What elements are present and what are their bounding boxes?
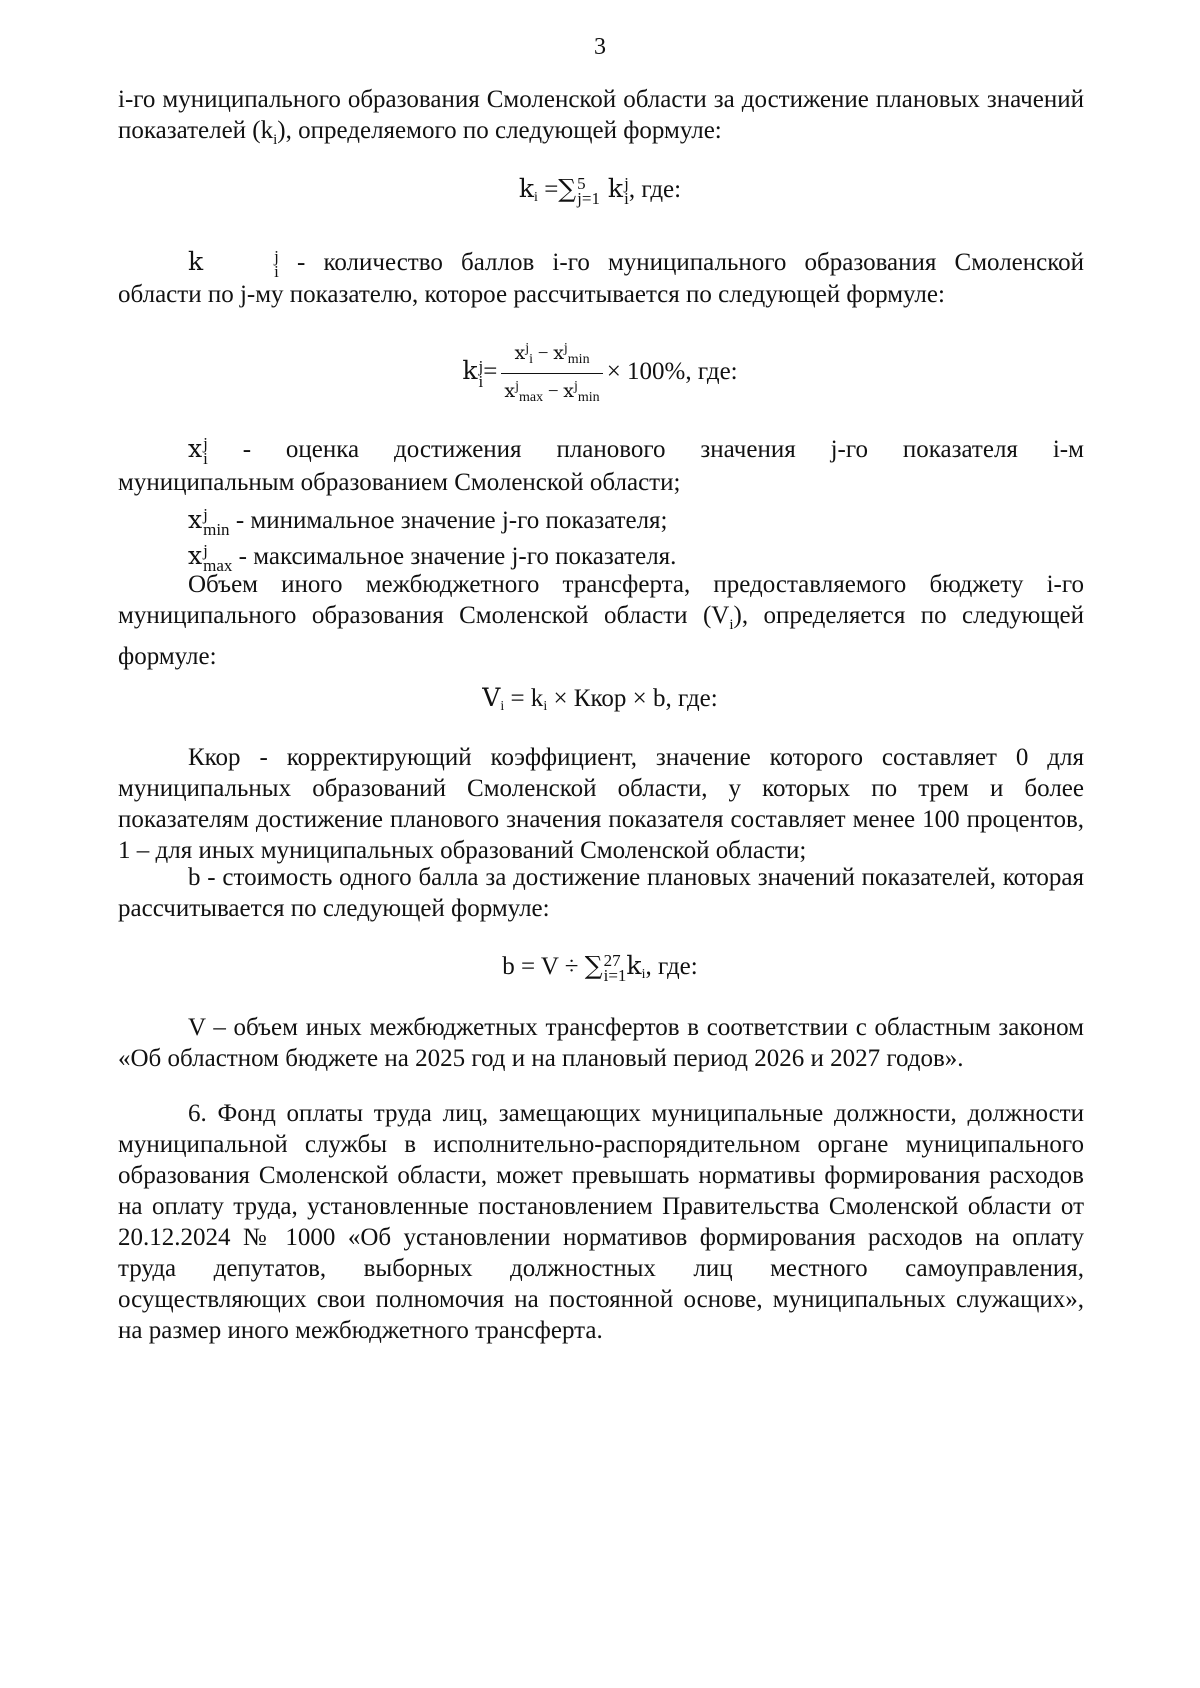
f4-sum-limits: [603, 951, 627, 986]
f2-num-a-sup: j: [525, 341, 530, 356]
f1-sum-limits: [577, 174, 600, 209]
f2-denominator: [501, 374, 602, 409]
page-number: 3: [594, 34, 606, 60]
formula-k-sum: [0, 173, 1200, 213]
xij-word: достижения: [394, 436, 522, 463]
xij-sub: i: [203, 449, 208, 469]
paragraph-volume: [118, 569, 1084, 672]
f4-sum-sub: i=1: [603, 966, 627, 986]
definition-xij-line1: [188, 433, 1084, 469]
xmin-idx: [203, 505, 230, 540]
f1-tail: , где:: [628, 176, 682, 203]
f1-sum-sign: ∑: [558, 174, 577, 203]
paragraph-kkor: Ккор - корректирующий коэффициент, значение которого составляет 0 для муниципальных образований Смоленской области, у которых по трем и более показателям достижение планового значения показателя составляет менее 100 процентов, 1 – для иных муниципальных образований Смоленской области;: [118, 744, 1084, 864]
f1-sum-sub: j=1: [577, 189, 600, 209]
f1-term-sup: j: [624, 174, 629, 194]
f4-sum-sup: 27: [603, 951, 621, 971]
f1-term: k: [599, 174, 624, 203]
intro-sub: i: [273, 132, 278, 148]
intro-tail: ), определяемого по следующей формуле:: [277, 117, 722, 144]
xij-word: планового: [556, 436, 666, 463]
xmin-text: - минимальное значение j-го показателя;: [229, 507, 668, 534]
f2-den-b-sub: min: [577, 390, 600, 405]
kij-sub: i: [274, 262, 279, 282]
f2-num-b: x: [553, 342, 564, 364]
formula-kij-fraction: [0, 338, 1200, 405]
xij-word: оценка: [285, 436, 360, 463]
xmin-sub: min: [203, 520, 230, 540]
xmax-sub: max: [203, 556, 233, 576]
kij-symbol: k: [188, 247, 204, 276]
xij-word: j-го: [830, 436, 868, 463]
f3-v: V: [482, 683, 501, 712]
formula-b: [0, 950, 1200, 990]
f2-den-b-sup: j: [574, 379, 578, 394]
definition-kij: [118, 246, 1084, 310]
f4-lhs: b = V ÷: [502, 953, 585, 980]
f2-num-b-sub: min: [567, 352, 590, 367]
xij-word: -: [242, 436, 252, 463]
f1-lhs-sub: i: [534, 190, 538, 205]
f1-eq: =: [537, 176, 559, 203]
f2-num-minus: −: [532, 343, 554, 364]
f3-tail: × Ккор × b, где:: [547, 685, 718, 712]
f2-fraction: [501, 338, 602, 409]
f2-numerator: [501, 338, 602, 374]
intro-text: i-го муниципального образования Смоленской области за достижение плановых значений показателей (k: [118, 86, 1084, 144]
f1-term-sub: i: [624, 189, 629, 209]
f2-den-a-sub: max: [518, 390, 544, 405]
xij-symbol-group: [188, 433, 208, 469]
f4-term-sub: i: [641, 967, 646, 982]
f2-eq: =: [483, 358, 498, 386]
f2-den-b: x: [563, 380, 575, 402]
definition-xij-line2: муниципальным образованием Смоленской области;: [118, 469, 681, 496]
paragraph-intro: [118, 84, 1084, 156]
f2-num-a-sub: i: [529, 352, 533, 367]
definition-xmin: [188, 504, 668, 540]
paragraph-v: V – объем иных межбюджетных трансфертов в соответствии с областным законом «Об областном бюджете на 2025 год и на плановый период 2026 и 2027 годов».: [118, 1014, 1084, 1072]
xij-word: показателя: [902, 436, 1018, 463]
volume-tail: ), определяется по следующей формуле:: [118, 602, 1084, 670]
xij-idx: [203, 434, 208, 469]
xmin-symbol: x: [188, 505, 203, 534]
f2-num-b-sup: j: [563, 341, 568, 356]
kij-idx: [204, 247, 279, 282]
f2-den-minus: −: [543, 381, 564, 402]
f1-lhs: k: [518, 174, 535, 203]
f2-tail: × 100%, где:: [606, 358, 738, 386]
kij-text: - количество баллов i-го муниципального образования Смоленской области по j-му показателю, которое рассчитывается по следующей формуле:: [118, 249, 1084, 309]
f2-lhs-sub: i: [478, 371, 484, 391]
xmax-sup: j: [203, 541, 208, 561]
paragraph-b: b - стоимость одного балла за достижение плановых значений показателей, которая рассчитывается по следующей формуле:: [118, 864, 1084, 922]
f2-lhs: k: [462, 356, 478, 386]
f1-sum-sup: 5: [577, 174, 586, 194]
xij-word: значения: [700, 436, 796, 463]
f3-k-sub: i: [543, 699, 548, 714]
f2-den-a: x: [504, 380, 516, 402]
xij-sup: j: [203, 434, 208, 454]
xij-symbol: x: [188, 434, 203, 463]
f4-tail: , где:: [645, 953, 698, 980]
volume-sub: i: [729, 617, 734, 633]
f4-sum-sign: ∑: [584, 951, 603, 980]
paragraph-6: 6. Фонд оплаты труда лиц, замещающих муниципальные должности, должности муниципальной службы в исполнительно-распорядительном органе муниципального образования Смоленской области, может превышать нормативы формирования расходов на оплату труда, установленные постановлением Правительства Смоленской области от 20.12.2024 № 1000 «Об установлении нормативов формирования расходов на оплату труда депутатов, выборных должностных лиц местного самоуправления, осуществляющих свои полномочия на постоянной основе, муниципальных служащих», на размер иного межбюджетного трансферта.: [118, 1100, 1084, 1344]
f3-v-sub: i: [500, 699, 505, 714]
f2-den-a-sup: j: [515, 379, 519, 394]
f2-num-a: x: [514, 342, 526, 364]
f3-k: = k: [504, 685, 544, 712]
kij-sup: j: [274, 247, 279, 267]
f2-lhs-sup: j: [478, 356, 484, 376]
xmax-text: - максимальное значение j-го показателя.: [232, 543, 677, 570]
xmax-symbol: x: [188, 541, 203, 570]
xmin-sup: j: [203, 505, 208, 525]
xij-word: i-м: [1052, 436, 1084, 463]
volume-text: Объем иного межбюджетного трансферта, предоставляемого бюджету i-го муниципального образования Смоленской области (V: [118, 571, 1084, 629]
f4-term: k: [626, 951, 642, 980]
formula-volume: [0, 682, 1200, 722]
